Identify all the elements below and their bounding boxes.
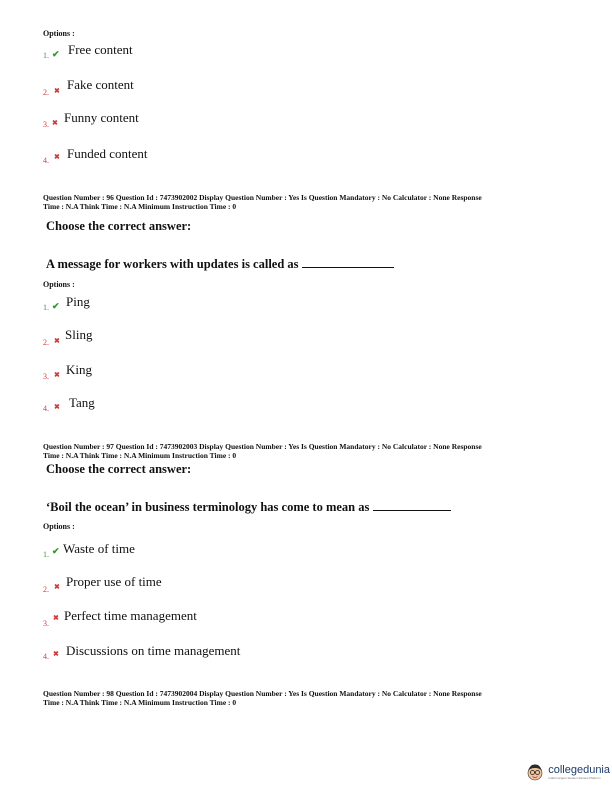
wrong-cross-icon: ✖ <box>53 614 59 622</box>
option-number: 2. <box>43 585 49 594</box>
wrong-cross-icon: ✖ <box>54 371 60 379</box>
option-number: 3. <box>43 120 49 129</box>
wrong-cross-icon: ✖ <box>54 87 60 95</box>
option-number: 1. <box>43 550 49 559</box>
question-text-content: ‘Boil the ocean’ in business terminology has come to mean as <box>46 500 370 514</box>
wrong-cross-icon: ✖ <box>54 337 60 345</box>
wrong-cross-icon: ✖ <box>53 650 59 658</box>
option-number: 4. <box>43 652 49 661</box>
wrong-cross-icon: ✖ <box>52 119 58 127</box>
question-meta <box>43 193 568 211</box>
question-text <box>46 257 394 272</box>
meta-line: Question Number : 97 Question Id : 7473902003 Display Question Number : Yes Is Question Mandatory : No Calculator : None Response <box>43 442 482 451</box>
logo-tagline: India's largest Student Review Platform <box>548 775 601 780</box>
correct-check-icon: ✔ <box>52 546 60 556</box>
collegedunia-logo <box>525 762 610 782</box>
option-text: Tang <box>69 395 95 410</box>
option-number: 2. <box>43 338 49 347</box>
option-number: 4. <box>43 404 49 413</box>
meta-line: Question Number : 98 Question Id : 7473902004 Display Question Number : Yes Is Question Mandatory : No Calculator : None Response <box>43 689 482 698</box>
option-text: Free content <box>68 42 133 57</box>
option-number: 2. <box>43 88 49 97</box>
question-text-content: A message for workers with updates is called as <box>46 257 299 271</box>
option-text: King <box>66 362 92 377</box>
correct-check-icon: ✔ <box>52 301 60 311</box>
correct-check-icon: ✔ <box>52 49 60 59</box>
option-text: Sling <box>65 327 93 342</box>
option-number: 1. <box>43 51 49 60</box>
meta-line: Time : N.A Think Time : N.A Minimum Instruction Time : 0 <box>43 698 237 707</box>
answer-blank <box>373 500 451 511</box>
answer-blank <box>302 257 394 268</box>
question-text <box>46 500 451 515</box>
option-text: Ping <box>66 294 90 309</box>
options-label: Options : <box>43 29 75 38</box>
wrong-cross-icon: ✖ <box>54 583 60 591</box>
option-text: Fake content <box>67 77 134 92</box>
options-label: Options : <box>43 280 75 289</box>
question-meta <box>43 442 568 460</box>
option-number: 4. <box>43 156 49 165</box>
option-text: Perfect time management <box>64 608 197 623</box>
option-text: Waste of time <box>63 541 135 556</box>
mascot-face-icon <box>525 762 545 782</box>
options-label: Options : <box>43 522 75 531</box>
option-number: 3. <box>43 619 49 628</box>
option-number: 3. <box>43 372 49 381</box>
wrong-cross-icon: ✖ <box>54 153 60 161</box>
option-text: Proper use of time <box>66 574 162 589</box>
meta-line: Question Number : 96 Question Id : 7473902002 Display Question Number : Yes Is Question Mandatory : No Calculator : None Response <box>43 193 482 202</box>
meta-line: Time : N.A Think Time : N.A Minimum Instruction Time : 0 <box>43 202 237 211</box>
logo-name: collegedunia <box>548 763 610 776</box>
instruction-text: Choose the correct answer: <box>46 462 192 476</box>
question-meta <box>43 689 568 707</box>
meta-line: Time : N.A Think Time : N.A Minimum Instruction Time : 0 <box>43 451 237 460</box>
option-text: Funded content <box>67 146 148 161</box>
instruction-text: Choose the correct answer: <box>46 219 192 233</box>
option-text: Funny content <box>64 110 139 125</box>
option-text: Discussions on time management <box>66 643 241 658</box>
option-number: 1. <box>43 303 49 312</box>
wrong-cross-icon: ✖ <box>54 403 60 411</box>
